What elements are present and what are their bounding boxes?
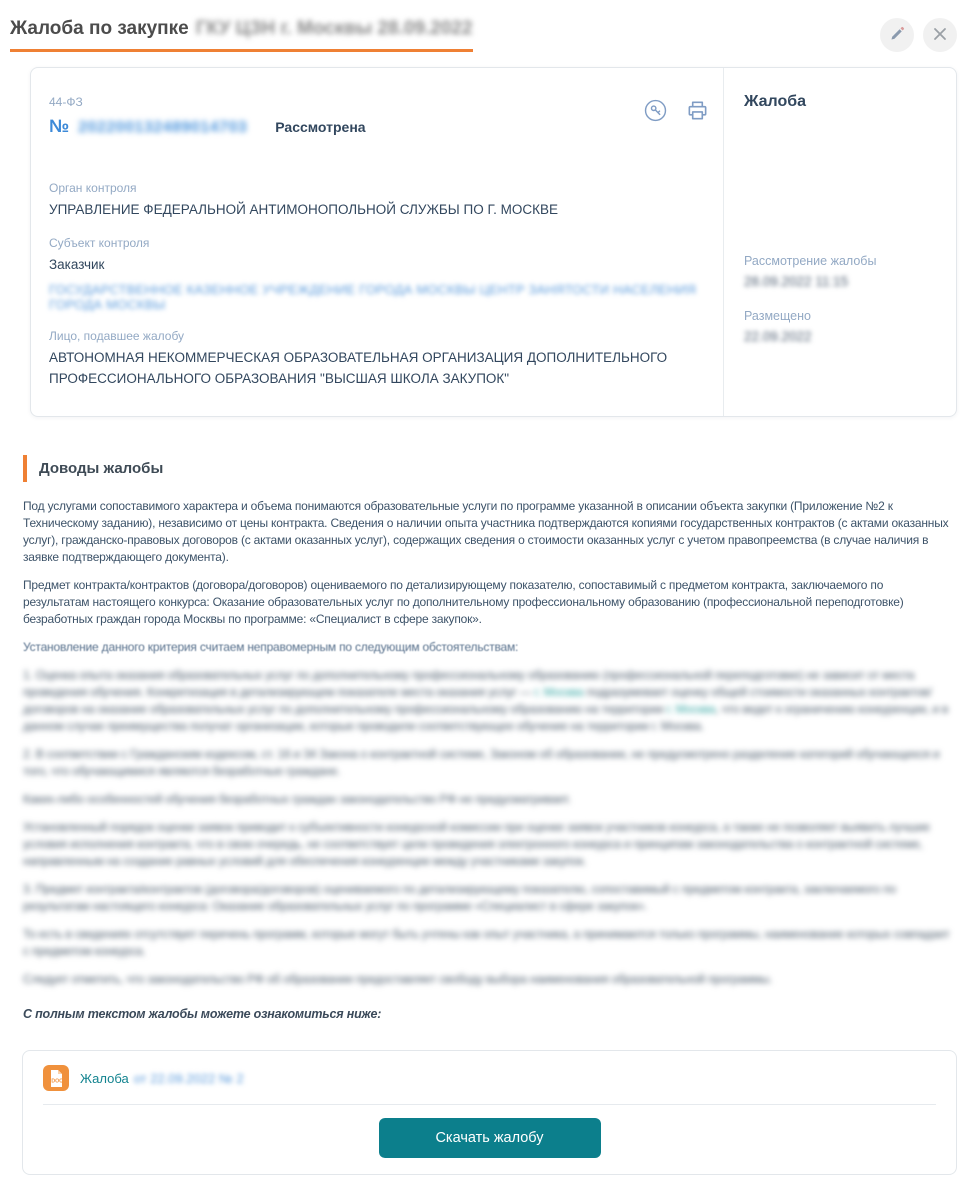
printer-icon	[686, 110, 709, 125]
argument-paragraph-blurred: Установленный порядок оценки заявок приводит к субъективности конкурсной комиссии при оценке заявок участников конкурса, а также не позволяет выявить лучшие условия исполнения контракта, что в свою очередь, не соответствует цели проведения электронного конкурса и принципам законодательства о контрактной системе, направленным на создание равных условий для обеспечения конкуренции между участниками закупок.	[23, 820, 930, 869]
argument-paragraph-blurred: То есть в сведениях отсутствует перечень программ, которые могут быть учтены как опыт участника, а принимаются только программы, наименование которых совпадает с предметом конкурса.	[23, 927, 950, 959]
close-button[interactable]	[923, 18, 957, 52]
conclusion-note: С полным текстом жалобы можете ознакомиться ниже:	[23, 1007, 382, 1022]
key-circle-icon	[644, 110, 667, 125]
complaint-side-panel	[723, 68, 956, 416]
argument-paragraph-blurred: 3. Предмет контракта/контрактов (договора/договоров) оцениваемого по детализирующему показателю, сопоставимый с предметом контракта, заключаемого по результатам настоящего конкурса: Оказание образовательных услуг по программе «Специалист в сфере закупок».	[23, 882, 896, 914]
review-date-value-blurred: 28.09.2022 11:15	[744, 274, 849, 289]
page-title-wrap	[10, 18, 473, 52]
close-icon	[933, 27, 947, 44]
argument-paragraph: Установление данного критерия считаем неправомерным по следующим обстоятельствам:	[23, 639, 519, 654]
posted-date-field	[744, 309, 936, 344]
field-label: Орган контроля	[49, 181, 137, 195]
complaint-number-link-blurred[interactable]: 202200132489014703	[78, 119, 248, 136]
complaint-main-panel	[31, 68, 723, 416]
customer-org-link-blurred[interactable]: ГОСУДАРСТВЕННОЕ КАЗЕННОЕ УЧРЕЖДЕНИЕ ГОРОДА МОСКВЫ ЦЕНТР ЗАНЯТОСТИ НАСЕЛЕНИЯ ГОРОДА МОСКВЫ	[49, 281, 697, 312]
posted-date-label: Размещено	[744, 309, 811, 323]
print-button[interactable]	[685, 99, 709, 123]
blurred-text-fragment: 1. Оценка опыта оказания образовательных услуг по дополнительному профессиональному образованию (профессиональной переподготовке) не зависит от места проведения обучения. Конкретизация в детализирующем показателе места оказания услуг —	[23, 667, 915, 699]
argument-paragraph-blurred: Следует отметить, что законодательство РФ об образовании предоставляет свободу выбора наименования образовательной программы.	[23, 972, 773, 987]
argument-paragraph-blurred	[23, 667, 950, 735]
field-control-body	[49, 181, 703, 221]
blurred-link-fragment: г. Москва	[666, 702, 716, 716]
field-value: УПРАВЛЕНИЕ ФЕДЕРАЛЬНОЙ АНТИМОНОПОЛЬНОЙ СЛУЖБЫ ПО Г. МОСКВЕ	[49, 202, 558, 217]
posted-date-value-blurred: 22.09.2022	[744, 329, 812, 344]
attachment-row	[43, 1065, 936, 1091]
blurred-text-fragment: , что ведет к ограничению конкуренции, и в данном случае преимущества получат организации, которые проводили соответствующее обучение на территории г. Москва.	[23, 702, 949, 734]
status-badge: Рассмотрена	[275, 119, 366, 135]
field-label: Лицо, подавшее жалобу	[49, 328, 185, 343]
attachment-file-name: Жалоба	[80, 1070, 129, 1086]
side-panel-title: Жалоба	[744, 93, 807, 110]
svg-text:DOC: DOC	[51, 1078, 63, 1085]
complaint-info-card	[30, 67, 957, 417]
complaint-arguments-section	[23, 455, 950, 1024]
card-actions	[643, 99, 709, 123]
edit-button[interactable]	[880, 18, 914, 52]
download-button-row	[43, 1118, 936, 1158]
field-complainant	[49, 329, 703, 390]
argument-paragraph: Под услугами сопоставимого характера и объема понимаются образовательные услуги по программе указанной в описании объекта закупки (Приложение №2 к Техническому заданию), независимо от цены контракта. Сведения о наличии опыта участника подтверждаются копиями государственных контрактов (с актами оказанных услуг), гражданско-правовых договоров (с актами оказанных услуг), содержащих сведения о стоимости оказанных услуг с учетом правопреемства (в случае наличия в заявке подтверждающего документа).	[23, 498, 949, 564]
law-label: 44-ФЗ	[49, 95, 83, 109]
field-value: АВТОНОМНАЯ НЕКОММЕРЧЕСКАЯ ОБРАЗОВАТЕЛЬНАЯ ОРГАНИЗАЦИЯ ДОПОЛНИТЕЛЬНОГО ПРОФЕССИОНАЛЬНОГО ОБРАЗОВАНИЯ "ВЫСШАЯ ШКОЛА ЗАКУПОК"	[49, 349, 668, 386]
blurred-text-fragment: подразумевает оценку общей стоимости оказанных контрактов/договоров на оказание образовательных услуг по дополнительному профессиональному образованию на территории	[23, 684, 932, 716]
blurred-link-fragment: г. Москва	[534, 684, 584, 699]
page-header	[0, 0, 973, 52]
argument-paragraph-blurred: 2. В соответствии с Гражданским кодексом, ст. 16 и 34 Закона о контрактной системе, Законом об образовании, не предусмотрено разделение категорий обучающихся и того, что обучающимися являются безработные граждане.	[23, 747, 940, 779]
download-complaint-button[interactable]: Скачать жалобу	[379, 1118, 601, 1158]
section-title: Доводы жалобы	[39, 459, 164, 477]
signature-key-button[interactable]	[643, 99, 667, 123]
page-title: Жалоба по закупке	[10, 18, 189, 39]
attachment-card	[22, 1050, 957, 1175]
review-date-field	[744, 254, 936, 289]
field-label: Субъект контроля	[49, 235, 150, 250]
attachment-file-details-blurred: от 22.09.2022 № 2	[133, 1070, 244, 1086]
argument-paragraph: Предмет контракта/контрактов (договора/договоров) оцениваемого по детализирующему показателю, сопоставимый с предметом контракта, заключаемого по результатам настоящего конкурса: Оказание образовательных услуг по дополнительному профессиональному образованию (профессиональной переподготовке) безработных граждан города Москвы по программе: «Специалист в сфере закупок».	[23, 577, 904, 626]
field-value: Заказчик	[49, 256, 105, 272]
complaint-number-row	[49, 116, 703, 137]
section-accent-bar	[23, 455, 27, 482]
section-heading	[23, 455, 950, 482]
pencil-icon	[889, 25, 906, 45]
attachment-divider	[43, 1104, 936, 1105]
number-sign: №	[49, 116, 70, 136]
field-control-subject	[49, 236, 703, 314]
argument-paragraph-blurred: Каких-либо особенностей обучения безработных граждан законодательство РФ не предусматривает.	[23, 792, 571, 807]
doc-file-icon	[43, 1065, 69, 1091]
page-title-subject-blurred: ГКУ ЦЗН г. Москвы 28.09.2022	[195, 18, 473, 39]
review-date-label: Рассмотрение жалобы	[744, 254, 877, 268]
header-actions	[880, 18, 957, 52]
attachment-file-link[interactable]	[80, 1071, 244, 1086]
